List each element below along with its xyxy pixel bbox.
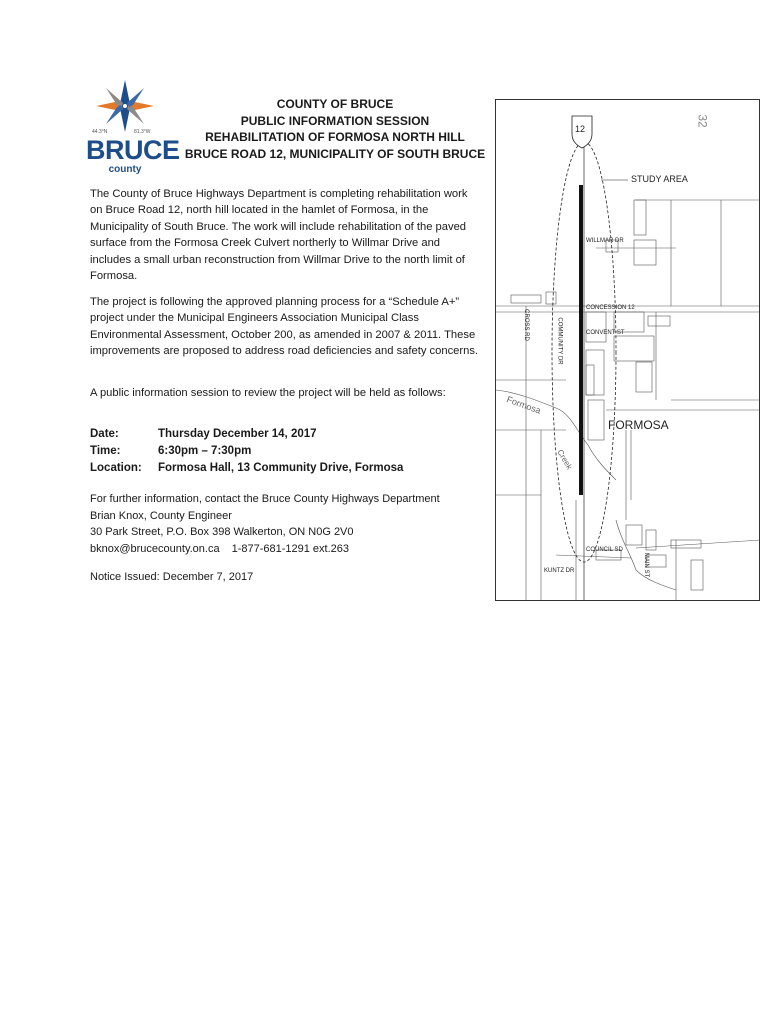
session-time-row [90, 443, 403, 460]
notice-title [160, 96, 510, 162]
map-main-st-label: MAIN ST [643, 552, 650, 578]
map-route-32-label: 32 [695, 114, 710, 128]
logo-coordinate-right: 81.3°W [134, 129, 151, 135]
map-creek-label: Formosa [505, 394, 543, 416]
contact-block [90, 491, 440, 557]
bruce-county-logo [86, 78, 180, 178]
logo-coordinate-left: 44.3°N [92, 129, 108, 135]
map-route-shield-label: 12 [575, 124, 586, 134]
study-area-map [495, 99, 760, 601]
logo-subtitle: county [108, 164, 142, 175]
paragraph-session-intro: A public information session to review the project will be held as follows: [90, 387, 446, 399]
title-line-1: COUNTY OF BRUCE [276, 97, 394, 111]
map-concession-label: CONCESSION 12 [586, 305, 635, 311]
map-town-label: FORMOSA [608, 418, 669, 432]
contact-address: 30 Park Street, P.O. Box 398 Walkerton, ON N0G 2V0 [90, 526, 354, 538]
map-convent-label: CONVENT ST [586, 330, 625, 336]
logo-wordmark: BRUCE [86, 135, 180, 165]
date-value: Thursday December 14, 2017 [158, 428, 317, 440]
date-label: Date: [90, 428, 119, 440]
time-value: 6:30pm – 7:30pm [158, 445, 252, 457]
paragraph-project-description: The County of Bruce Highways Department is completing rehabilitation work on Bruce Road 12, north hill located in the hamlet of Formosa, in the Municipality of South Bruce. The work will include rehabilitation of the paved surface from the Formosa Creek Culvert northerly to Willmar Drive and includes a small urban reconstruction from Willmar Drive to the north limit of Formosa. [90, 188, 468, 283]
map-study-area-label: STUDY AREA [631, 174, 688, 184]
session-date-row [90, 426, 403, 443]
contact-email-phone-row [90, 541, 440, 558]
session-details [90, 426, 403, 477]
map-community-dr-label: COMMUNITY DR [556, 317, 563, 365]
title-line-4: BRUCE ROAD 12, MUNICIPALITY OF SOUTH BRUCE [184, 146, 486, 161]
contact-intro: For further information, contact the Bruce County Highways Department [90, 493, 440, 505]
map-kuntz-label: KUNTZ DR [544, 568, 575, 574]
title-line-2: PUBLIC INFORMATION SESSION [240, 113, 430, 128]
location-value: Formosa Hall, 13 Community Drive, Formosa [158, 462, 404, 474]
location-label: Location: [90, 462, 142, 474]
map-willmar-label: WILLMAR DR [586, 238, 624, 244]
map-drawing [496, 100, 760, 601]
compass-rose-icon [86, 78, 164, 134]
title-line-3: REHABILITATION OF FORMOSA NORTH HILL [205, 130, 465, 144]
map-creek-label-2: Creek [555, 448, 574, 471]
contact-phone: 1-877-681-1291 ext.263 [231, 542, 350, 555]
map-cross-rd-label: CROSS RD [522, 309, 529, 341]
time-label: Time: [90, 445, 121, 457]
contact-name: Brian Knox, County Engineer [90, 509, 232, 522]
contact-email[interactable]: bknox@brucecounty.on.ca [90, 542, 220, 555]
session-location-row [90, 460, 403, 477]
paragraph-planning-process: The project is following the approved planning process for a “Schedule A+” project under the Municipal Engineers Association Municipal Class Environmental Assessment, October 200, as amended in 2007 & 2011. These improvements are proposed to address road deficiencies and safety concerns. [90, 296, 479, 358]
map-council-label: COUNCIL SD [586, 547, 623, 553]
notice-issued-date: Notice Issued: December 7, 2017 [90, 571, 254, 583]
